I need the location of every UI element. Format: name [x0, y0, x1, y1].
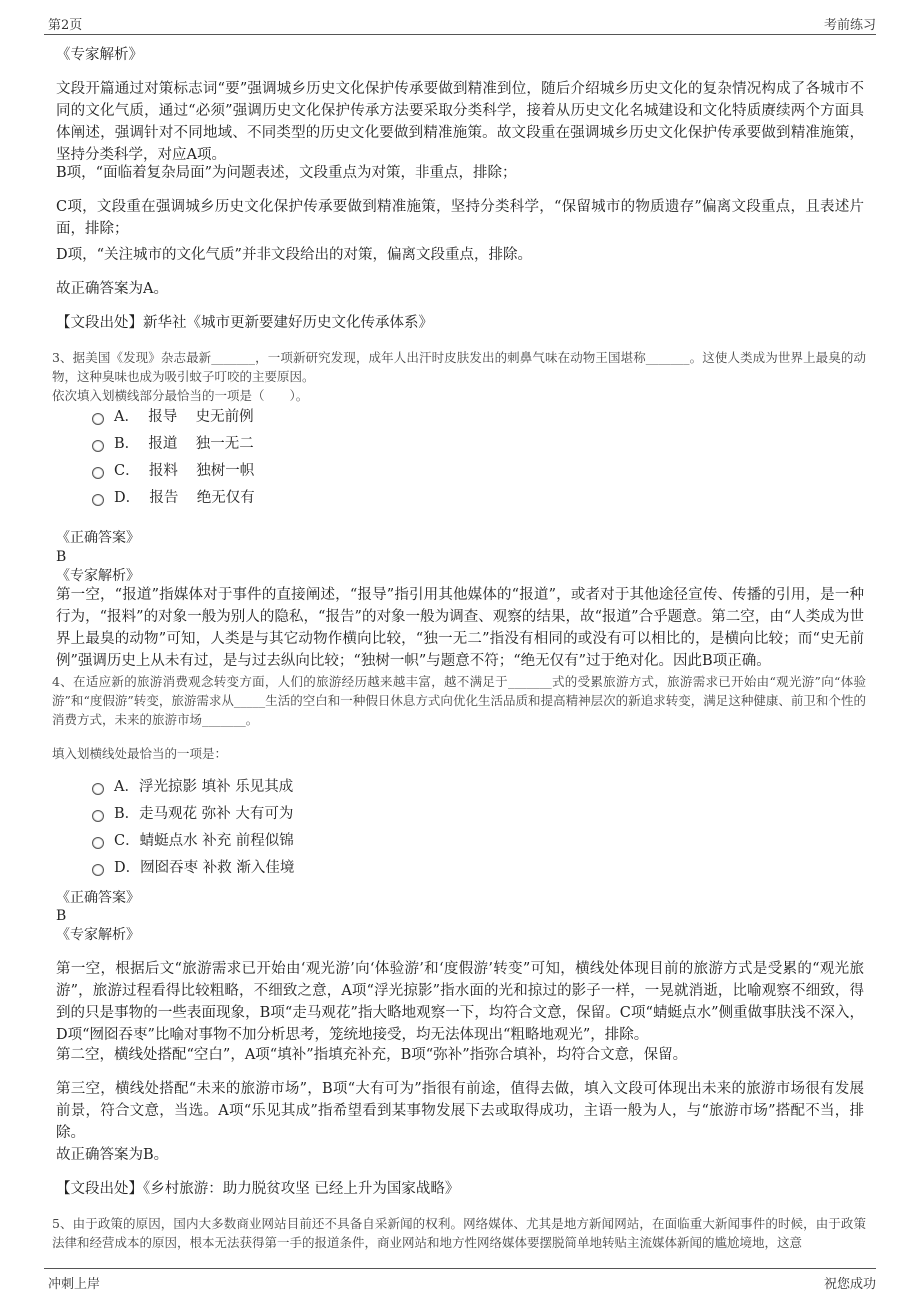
- q3-option-d-label: D． 报告 绝无仅有: [114, 490, 255, 506]
- q4-analysis-p1: 第一空，根据后文“旅游需求已开始由‘观光游’向‘体验游’和‘度假游’转变”可知，横线处体现目前的旅游方式是受累的“观光旅游”，旅游过程看得比较粗略，不细致之意，A项“浮光掠影”指水面的光和掠过的影子一样，一晃就消逝，比喻观察不细致，得到的只是事物的一些表面现象，B项“走马观花”指大略地观察一下，均符合文意，保留。C项“蜻蜓点水”侧重做事肤浅不深入，D项“囫囵吞枣”比喻对事物不加分析思考，笼统地接受，均无法体现出“粗略地观光”，排除。: [56, 961, 864, 1043]
- q2-analysis-p3: C项，文段重在强调城乡历史文化保护传承要做到精准施策，坚持分类科学，“保留城市的物质遗存”偏离文段重点，且表述片面，排除；: [56, 199, 864, 237]
- page-content: [0, 38, 920, 1266]
- radio-icon[interactable]: [92, 440, 104, 452]
- page-header: [0, 0, 920, 36]
- radio-icon[interactable]: [92, 413, 104, 425]
- radio-icon[interactable]: [92, 810, 104, 822]
- q4-option-c[interactable]: [92, 830, 294, 852]
- q3-answer: B: [56, 549, 67, 565]
- q3-option-c-label: C． 报料 独树一帜: [114, 463, 255, 479]
- q2-answer-line: 故正确答案为A。: [56, 281, 168, 297]
- radio-icon[interactable]: [92, 837, 104, 849]
- q3-stem: 3、据美国《发现》杂志最新_______，一项新研究发现，成年人出汗时皮肤发出的刺鼻气味在动物王国堪称_______。这使人类成为世界上最臭的动物，这种臭味也成为吸引蚊子叮咬的主要原因。: [52, 350, 866, 384]
- q3-option-a[interactable]: [92, 406, 254, 428]
- page-footer: [0, 1268, 920, 1302]
- page-number: 第2页: [48, 18, 83, 33]
- q3-prompt: 依次填入划横线部分最恰当的一项是（ ）。: [52, 388, 309, 403]
- q4-option-a-label: A．浮光掠影 填补 乐见其成: [114, 779, 294, 795]
- q3-option-d[interactable]: [92, 487, 255, 509]
- q4-answer-label: 《正确答案》: [56, 890, 140, 906]
- q4-answer: B: [56, 908, 67, 924]
- q3-option-b[interactable]: [92, 433, 254, 455]
- footer-left-text: 冲刺上岸: [48, 1277, 101, 1292]
- q3-option-a-label: A． 报导 史无前例: [114, 409, 254, 425]
- q4-option-b[interactable]: [92, 803, 293, 825]
- q3-answer-label: 《正确答案》: [56, 530, 140, 546]
- q3-analysis-label: 《专家解析》: [56, 568, 140, 584]
- q4-stem: 4、在适应新的旅游消费观念转变方面，人们的旅游经历越来越丰富，越不满足于_______式的受累旅游方式，旅游需求已开始由“观光游”向“体验游”和“度假游”转变，旅游需求从_____生活的空白和一种假日休息方式向优化生活品质和提高精神层次的新追求转变，满足这种健康、前卫和个性的消费方式，未来的旅游市场_______。: [52, 674, 866, 727]
- header-rule: [44, 34, 876, 35]
- q2-source: 【文段出处】新华社《城市更新要建好历史文化传承体系》: [56, 315, 433, 331]
- q4-prompt: 填入划横线处最恰当的一项是：: [52, 746, 228, 761]
- q4-option-d-label: D．囫囵吞枣 补救 渐入佳境: [114, 860, 295, 876]
- q4-analysis-p2: 第二空，横线处搭配“空白”，A项“填补”指填充补充，B项“弥补”指弥合填补，均符合文意，保留。: [56, 1047, 688, 1063]
- q4-option-a[interactable]: [92, 776, 293, 798]
- q2-analysis-p1: 文段开篇通过对策标志词“要”强调城乡历史文化保护传承要做到精准到位，随后介绍城乡历史文化的复杂情况构成了各城市不同的文化气质，通过“必须”强调历史文化保护传承方法要采取分类科学，接着从历史文化名城建设和文化特质赓续两个方面具体阐述，强调针对不同地域、不同类型的历史文化要做到精准施策。故文段重在强调城乡历史文化保护传承要做到精准施策，坚持分类科学，对应A项。: [56, 81, 864, 163]
- q4-option-d[interactable]: [92, 857, 294, 879]
- radio-icon[interactable]: [92, 864, 104, 876]
- q2-analysis-p4: D项，“关注城市的文化气质”并非文段给出的对策，偏离文段重点，排除。: [56, 247, 532, 263]
- q2-analysis-p2: B项，“面临着复杂局面”为问题表述，文段重点为对策，非重点，排除；: [56, 165, 517, 181]
- footer-rule: [44, 1268, 876, 1269]
- q4-analysis-p3: 第三空，横线处搭配“未来的旅游市场”，B项“大有可为”指很有前途，值得去做，填入文段可体现出未来的旅游市场很有发展前景，符合文意，当选。A项“乐见其成”指希望看到某事物发展下去或取得成功，主语一般为人，与“旅游市场”搭配不当，排除。: [56, 1081, 864, 1141]
- q3-option-b-label: B． 报道 独一无二: [114, 436, 254, 452]
- q5-stem: 5、由于政策的原因，国内大多数商业网站目前还不具备自采新闻的权利。网络媒体、尤其是地方新闻网站，在面临重大新闻事件的时候，由于政策法律和经营成本的原因，根本无法获得第一手的报道条件，商业网站和地方性网络媒体要摆脱简单地转贴主流媒体新闻的尴尬境地，这意: [52, 1216, 866, 1250]
- radio-icon[interactable]: [92, 783, 104, 795]
- q3-analysis: 第一空，“报道”指媒体对于事件的直接阐述，“报导”指引用其他媒体的“报道”，或者对于其他途径宣传、传播的引用，是一种行为，“报料”的对象一般为别人的隐私，“报告”的对象一般为调查、观察的结果，故“报道”合乎题意。第二空，由“人类成为世界上最臭的动物”可知，人类是与其它动物作横向比较，“独一无二”指没有相同的或没有可以相比的，是横向比较；而“史无前例”强调历史上从未有过，是与过去纵向比较；“独树一帜”与题意不符；“绝无仅有”过于绝对化。因此B项正确。: [56, 587, 864, 669]
- radio-icon[interactable]: [92, 467, 104, 479]
- footer-right-text: 祝您成功: [823, 1277, 876, 1292]
- q4-option-b-label: B．走马观花 弥补 大有可为: [114, 806, 294, 822]
- q4-option-c-label: C．蜻蜓点水 补充 前程似锦: [114, 833, 294, 849]
- q3-option-c[interactable]: [92, 460, 254, 482]
- q2-analysis-label: 《专家解析》: [56, 47, 143, 63]
- q4-source: 【文段出处】《乡村旅游：助力脱贫攻坚 已经上升为国家战略》: [56, 1181, 460, 1197]
- header-title: 考前练习: [823, 18, 876, 33]
- q4-analysis-label: 《专家解析》: [56, 927, 140, 943]
- radio-icon[interactable]: [92, 494, 104, 506]
- q4-answer-line: 故正确答案为B。: [56, 1147, 169, 1163]
